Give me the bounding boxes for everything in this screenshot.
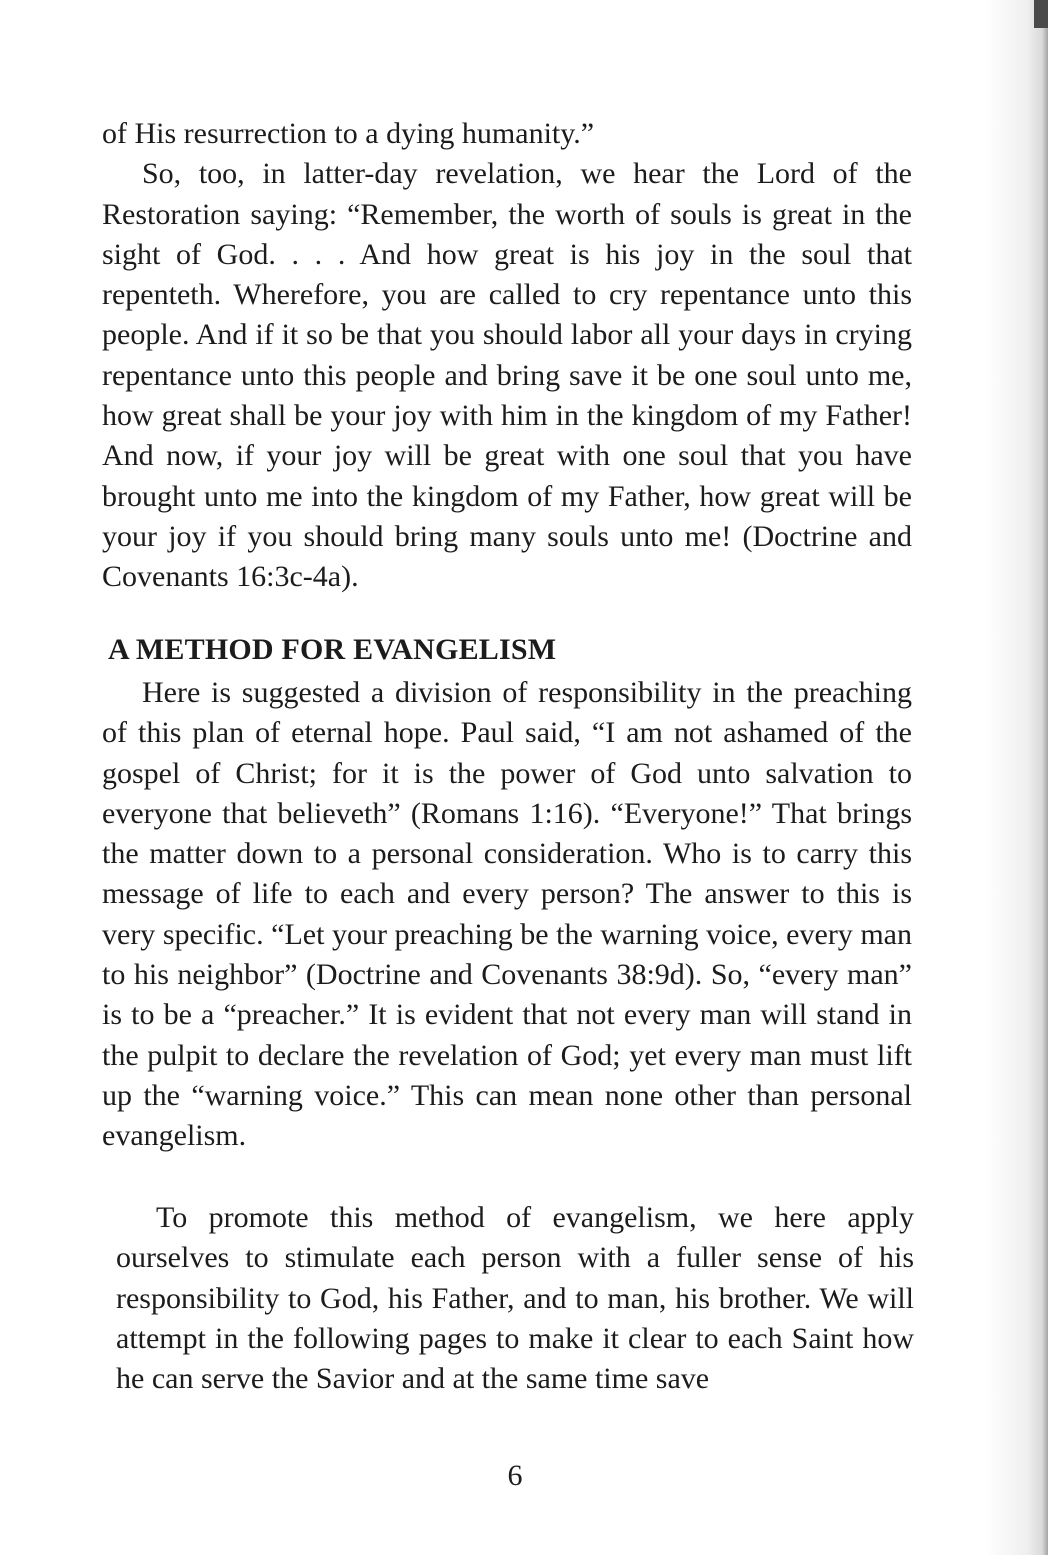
evangelism-section xyxy=(102,673,912,1157)
paragraph-revelation-quote: So, too, in latter-day revelation, we hear the Lord of the Restoration saying: “Remember, the worth of souls is great in the sight of God. . . . And how great is his joy in the soul that repenteth. Wherefore, you are called to cry repentance unto this people. And if it so be that you should labor all your days in crying repentance unto this people and bring save it be one soul unto me, how great shall be your joy with him in the kingdom of my Father! And now, if your joy will be great with one soul that you have brought unto me into the kingdom of my Father, how great will be your joy if you should bring many souls unto me! (Doctrine and Covenants 16:3c-4a). xyxy=(102,157,912,594)
opening-section xyxy=(102,114,912,598)
section-heading: A METHOD FOR EVANGELISM xyxy=(108,633,557,666)
page-edge-shadow xyxy=(1028,0,1048,1555)
paragraph-division-of-responsibility: Here is suggested a division of responsibility in the preaching of this plan of eternal hope. Paul said, “I am not ashamed of the gospel of Christ; for it is the power of God unto salvation to everyone that believeth” (Romans 1:16). “Everyone!” That brings the matter down to a personal consideration. Who is to carry this message of life to each and every person? The answer to this is very specific. “Let your preaching be the warning voice, every man to his neighbor” (Doctrine and Covenants 38:9d). So, “every man” is to be a “preacher.” It is evident that not every man will stand in the pulpit to declare the revelation of God; yet every man must lift up the “warning voice.” This can mean none other than personal evangelism. xyxy=(102,676,912,1153)
paragraph-promote-method: To promote this method of evangelism, we here apply ourselves to stimulate each person with a fuller sense of his responsibility to God, his Father, and to man, his brother. We will attempt in the following pages to make it clear to each Saint how he can serve the Savior and at the same time save xyxy=(116,1201,914,1396)
paragraph-continuation: of His resurrection to a dying humanity.” xyxy=(102,117,595,150)
scan-corner-mark xyxy=(1034,0,1048,28)
page-number: 6 xyxy=(507,1459,523,1492)
closing-section xyxy=(116,1198,914,1399)
